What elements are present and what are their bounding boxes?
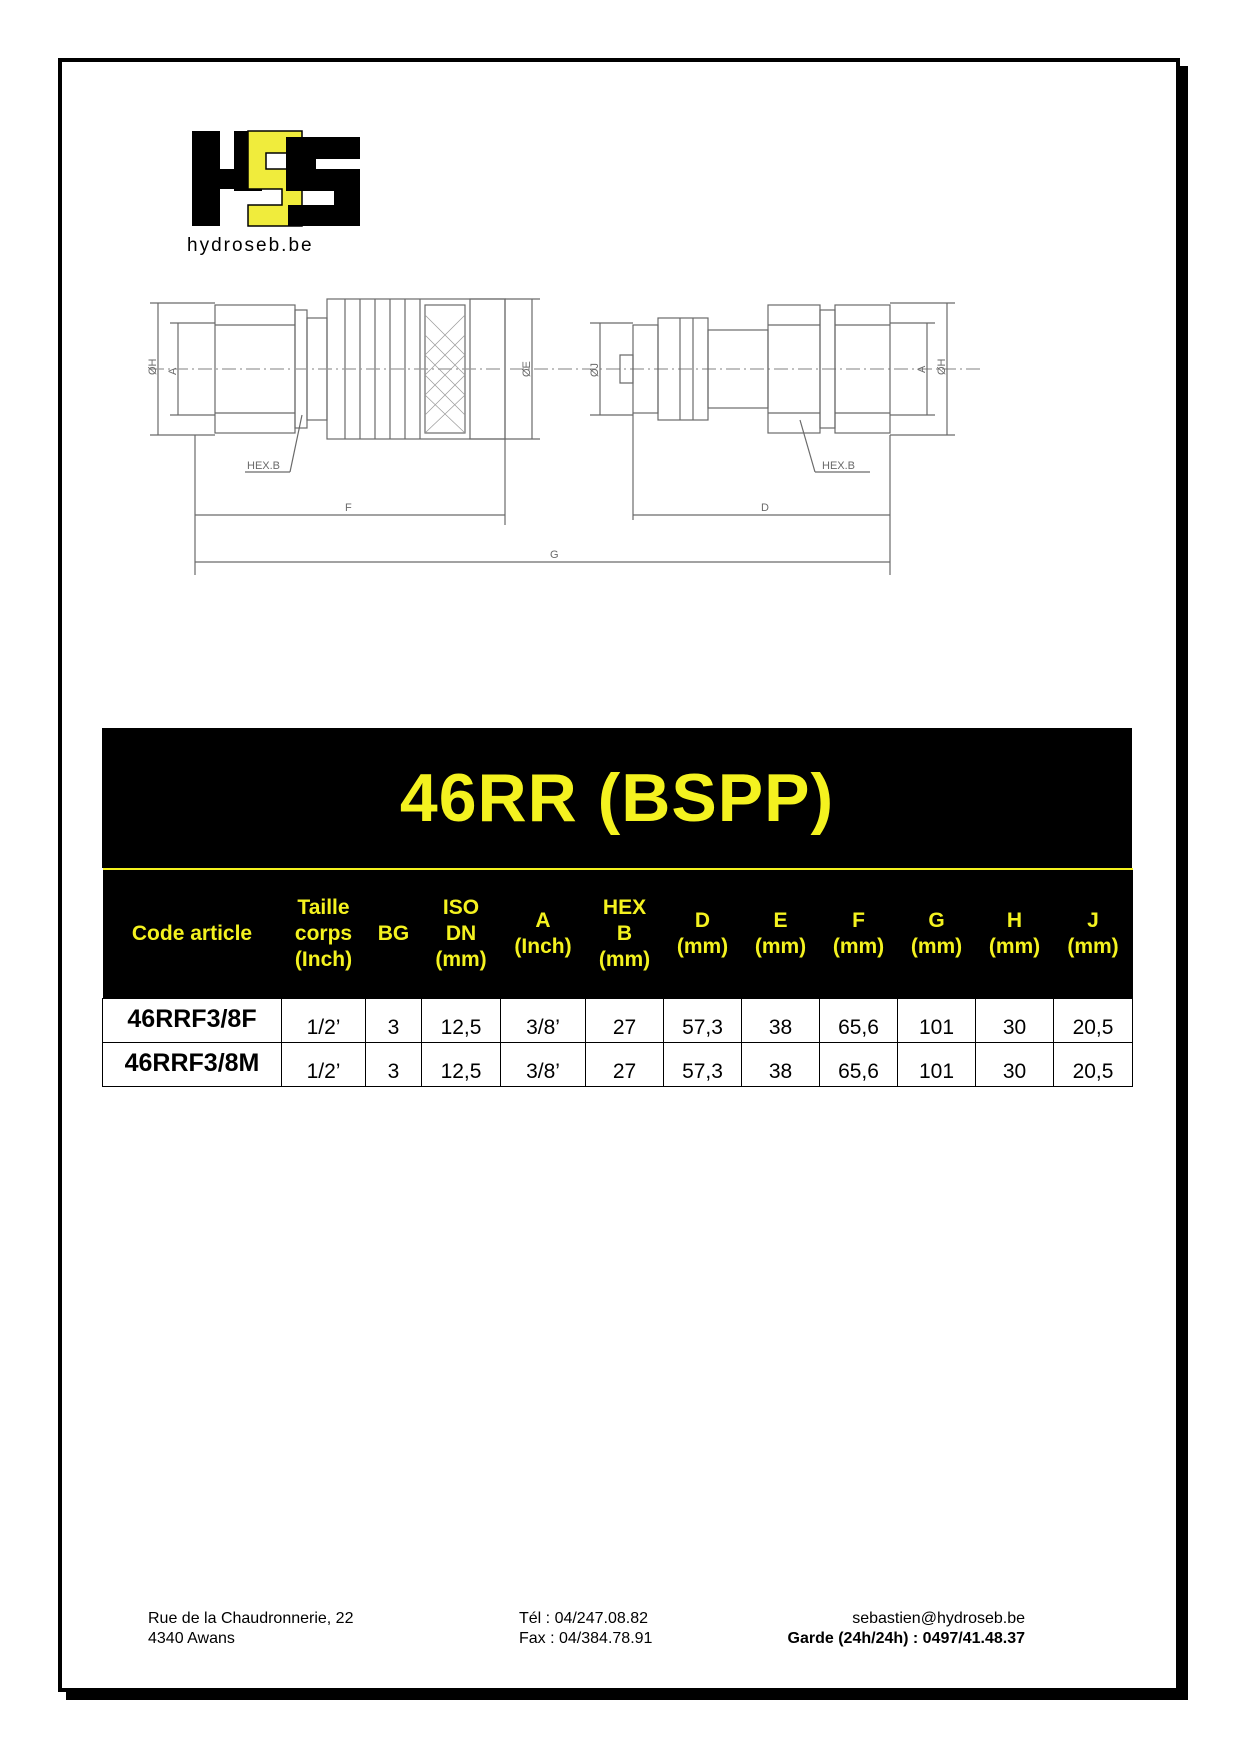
garde-text: Garde (24h/24h) : 0497/41.48.37	[787, 1630, 1025, 1647]
cell-g: 101	[898, 1043, 976, 1087]
email-link[interactable]: sebastien@hydroseb.be	[852, 1610, 1025, 1627]
spec-title-bar	[102, 728, 1132, 868]
cell-h: 30	[976, 1043, 1054, 1087]
spec-title: 46RR (BSPP)	[399, 760, 835, 836]
footer-phone	[519, 1609, 652, 1649]
coupling-technical-drawing	[147, 285, 1080, 630]
header-j: J (mm)	[1054, 869, 1133, 999]
address-line2: 4340 Awans	[148, 1630, 235, 1647]
cell-bg: 3	[366, 999, 422, 1043]
cell-iso-dn: 12,5	[422, 999, 501, 1043]
cell-hex-b: 27	[586, 1043, 664, 1087]
cell-hex-b: 27	[586, 999, 664, 1043]
fax-text: Fax : 04/384.78.91	[519, 1630, 653, 1647]
label-d: D	[761, 502, 769, 514]
table-row	[103, 999, 1133, 1043]
label-f: F	[345, 502, 352, 514]
table-row	[103, 1043, 1133, 1087]
spec-header-row	[103, 869, 1133, 999]
label-dia-h-left: ØH	[147, 358, 159, 375]
cell-j: 20,5	[1054, 999, 1133, 1043]
cell-bg: 3	[366, 1043, 422, 1087]
label-dia-j: ØJ	[589, 362, 601, 377]
cell-h: 30	[976, 999, 1054, 1043]
tel-text: Tél : 04/247.08.82	[519, 1610, 648, 1627]
header-a: A (Inch)	[501, 869, 586, 999]
cell-e: 38	[742, 1043, 820, 1087]
cell-j: 20,5	[1054, 1043, 1133, 1087]
header-bg: BG	[366, 869, 422, 999]
header-g: G (mm)	[898, 869, 976, 999]
label-hex-b-right: HEX.B	[822, 460, 856, 472]
header-h: H (mm)	[976, 869, 1054, 999]
cell-a: 3/8’	[501, 999, 586, 1043]
cell-a: 3/8’	[501, 1043, 586, 1087]
footer-contact	[788, 1609, 1025, 1649]
cell-code-article: 46RRF3/8M	[103, 1043, 282, 1087]
label-a-left: A	[167, 367, 179, 375]
cell-taille-corps: 1/2’	[282, 999, 366, 1043]
header-d: D (mm)	[664, 869, 742, 999]
cell-d: 57,3	[664, 999, 742, 1043]
cell-e: 38	[742, 999, 820, 1043]
cell-taille-corps: 1/2’	[282, 1043, 366, 1087]
header-iso-dn: ISO DN (mm)	[422, 869, 501, 999]
header-f: F (mm)	[820, 869, 898, 999]
label-a-right: A	[916, 365, 928, 373]
header-code-article: Code article	[103, 869, 282, 999]
cell-d: 57,3	[664, 1043, 742, 1087]
label-dia-e: ØE	[521, 361, 533, 377]
cell-g: 101	[898, 999, 976, 1043]
header-taille-corps: Taille corps (Inch)	[282, 869, 366, 999]
spec-table	[102, 868, 1133, 1087]
address-line1: Rue de la Chaudronnerie, 22	[148, 1610, 354, 1627]
footer-address	[148, 1609, 353, 1649]
cell-f: 65,6	[820, 999, 898, 1043]
header-e: E (mm)	[742, 869, 820, 999]
label-hex-b-left: HEX.B	[247, 460, 281, 472]
cell-f: 65,6	[820, 1043, 898, 1087]
spec-block	[102, 728, 1132, 1087]
label-g: G	[550, 549, 559, 561]
cell-iso-dn: 12,5	[422, 1043, 501, 1087]
header-hex-b: HEX B (mm)	[586, 869, 664, 999]
logo-text: hydroseb.be	[187, 235, 314, 256]
cell-code-article: 46RRF3/8F	[103, 999, 282, 1043]
label-dia-h-right: ØH	[936, 358, 948, 375]
